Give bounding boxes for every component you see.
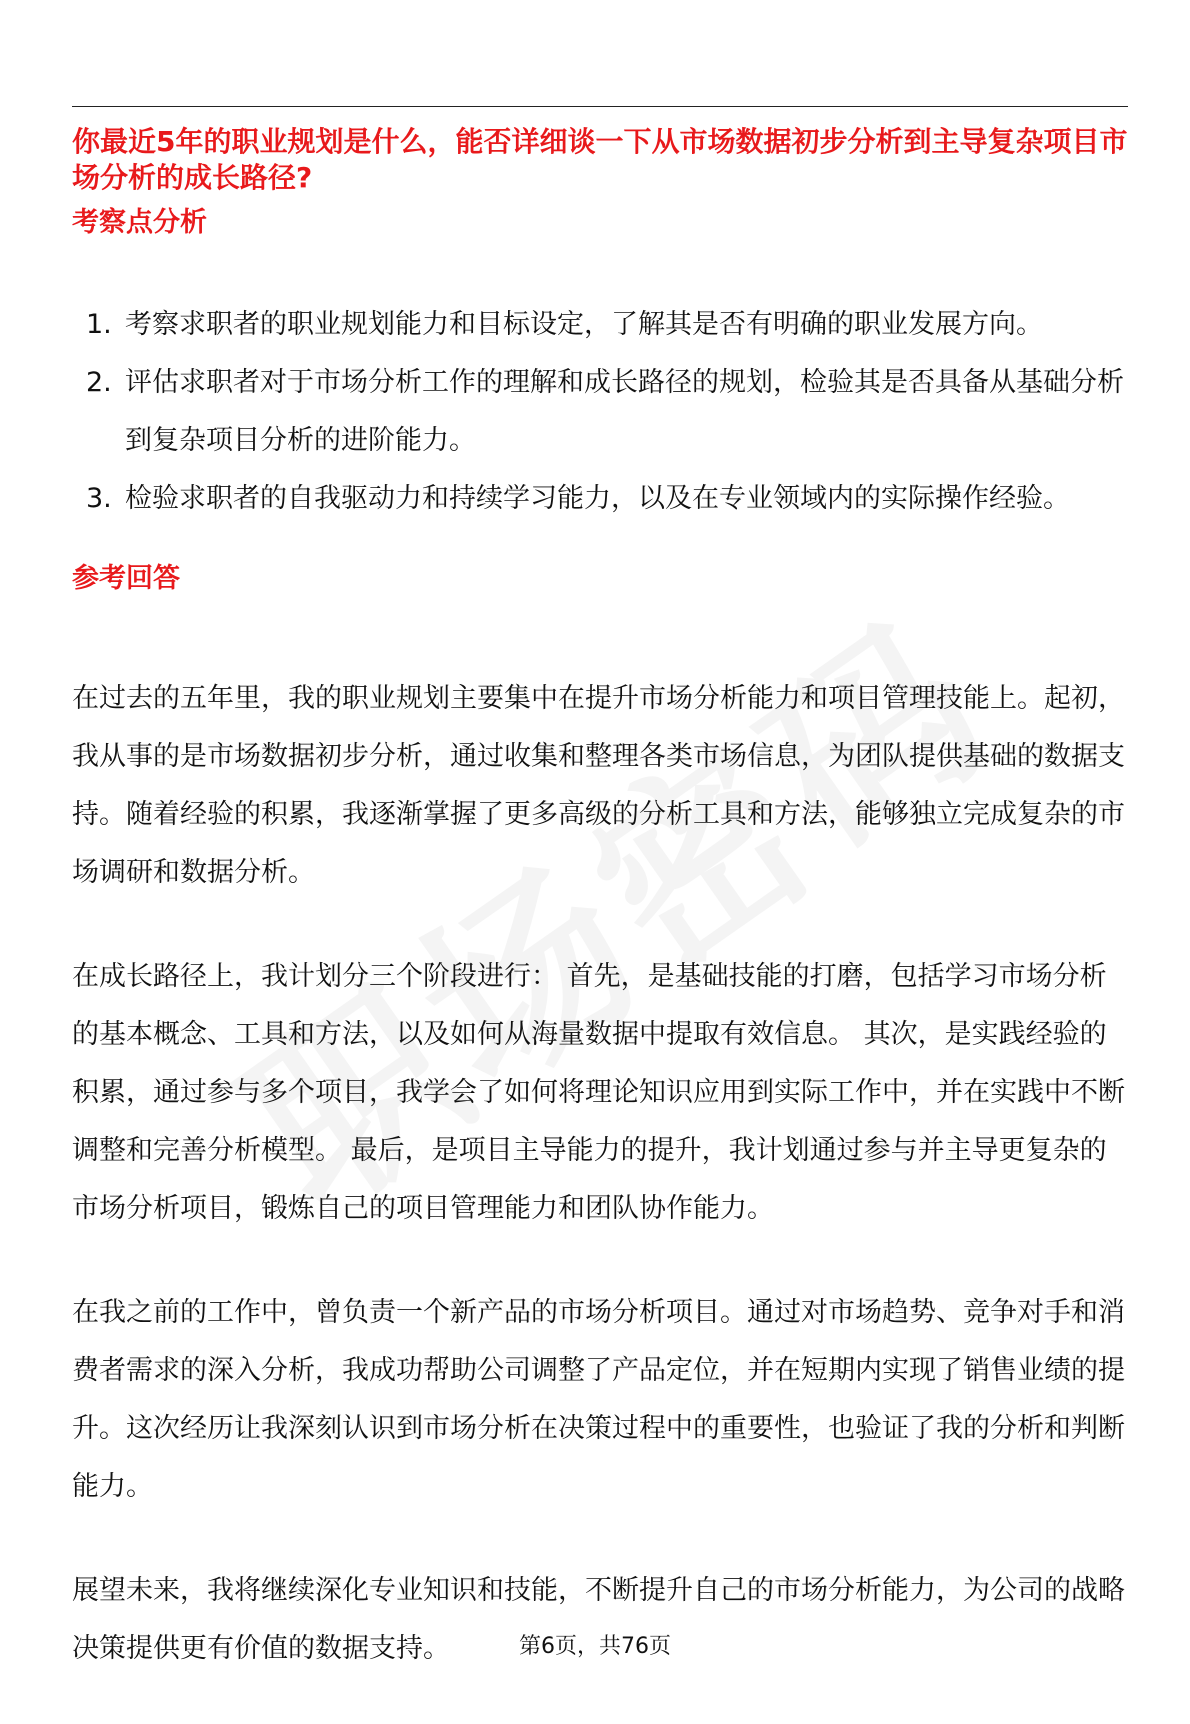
analysis-points-list xyxy=(72,296,1128,528)
list-item-text: 检验求职者的自我驱动力和持续学习能力，以及在专业领域内的实际操作经验。 xyxy=(125,483,1070,514)
answer-paragraph: 在我之前的工作中，曾负责一个新产品的市场分析项目。通过对市场趋势、竞争对手和消费者需求的深入分析，我成功帮助公司调整了产品定位，并在短期内实现了销售业绩的提升。这次经历让我深刻认识到市场分析在决策过程中的重要性，也验证了我的分析和判断能力。 xyxy=(72,1297,1125,1502)
list-item xyxy=(72,296,1128,354)
list-item-text: 评估求职者对于市场分析工作的理解和成长路径的规划，检验其是否具备从基础分析到复杂项目分析的进阶能力。 xyxy=(125,367,1124,456)
list-item-text: 考察求职者的职业规划能力和目标设定，了解其是否有明确的职业发展方向。 xyxy=(125,309,1043,340)
answer-paragraph: 在过去的五年里，我的职业规划主要集中在提升市场分析能力和项目管理技能上。起初，我从事的是市场数据初步分析，通过收集和整理各类市场信息，为团队提供基础的数据支持。随着经验的积累，我逐渐掌握了更多高级的分析工具和方法，能够独立完成复杂的市场调研和数据分析。 xyxy=(72,683,1125,888)
analysis-section-title: 考察点分析 xyxy=(72,207,207,238)
answer-body xyxy=(72,670,1128,1724)
list-item-number: 1. xyxy=(86,309,112,340)
page-number: 第6页，共76页 xyxy=(519,1634,671,1659)
top-divider xyxy=(72,106,1128,107)
list-item-number: 2. xyxy=(86,367,112,398)
answer-paragraph: 展望未来，我将继续深化专业知识和技能，不断提升自己的市场分析能力，为公司的战略决策提供更有价值的数据支持。 xyxy=(72,1575,1125,1664)
list-item xyxy=(72,354,1128,470)
answer-paragraph: 在成长路径上，我计划分三个阶段进行： 首先，是基础技能的打磨，包括学习市场分析的基本概念、工具和方法，以及如何从海量数据中提取有效信息。 其次，是实践经验的积累，通过参与多个项目，我学会了如何将理论知识应用到实际工作中，并在实践中不断调整和完善分析模型。 最后，是项目主导能力的提升，我计划通过参与并主导更复杂的市场分析项目，锻炼自己的项目管理能力和团队协作能力。 xyxy=(72,961,1125,1224)
list-item xyxy=(72,470,1128,528)
answer-section-title: 参考回答 xyxy=(72,563,180,594)
list-item-number: 3. xyxy=(86,483,112,514)
question-heading: 你最近5年的职业规划是什么，能否详细谈一下从市场数据初步分析到主导复杂项目市场分析的成长路径? xyxy=(72,125,1128,194)
